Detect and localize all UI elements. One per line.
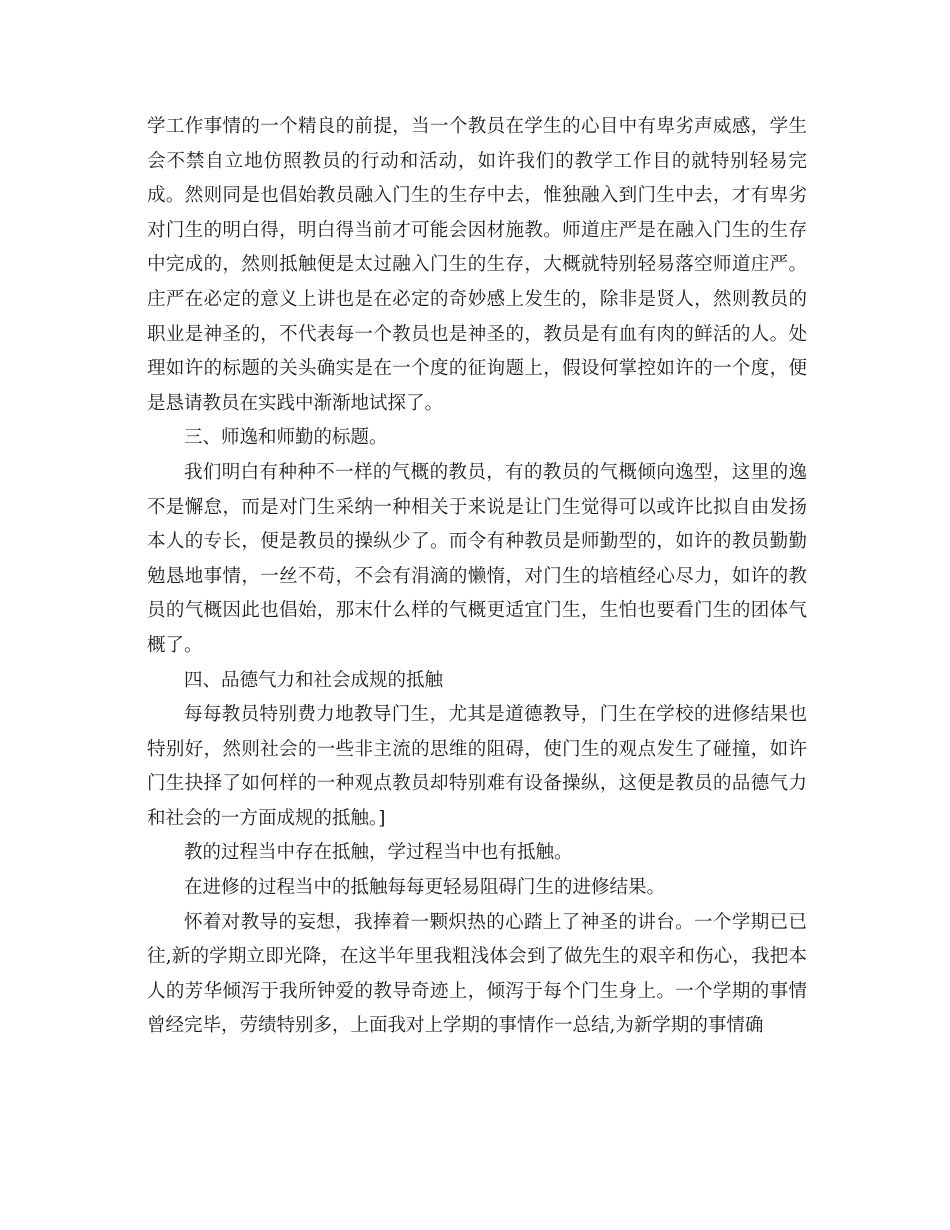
section-heading-three: 三、师逸和师勤的标题。: [184, 427, 388, 449]
paragraph-continuation: 学工作事情的一个精良的前提，当一个教员在学生的心目中有卑劣声威感，学生会不禁自立地仿照教员的行动和活动，如许我们的教学工作目的就特别轻易完成。然则同是也倡始教员融入门生的生存中去，惟独融入到门生中去，才有卑劣对门生的明白得，明白得当前才可能会因材施教。师道庄严是在融入门生的生存中完成的，然则抵触便是太过融入门生的生存，大概就特别轻易落空师道庄严。庄严在必定的意义上讲也是在必定的奇妙感上发生的，除非是贤人，然则教员的职业是神圣的，不代表每一个教员也是神圣的，教员是有血有肉的鲜活的人。处理如许的标题的关头确实是在一个度的征询题上，假设何掌控如许的一个度，便是恳请教员在实践中渐渐地试探了。: [147, 116, 807, 414]
paragraph-teaching-conflict: 教的过程当中存在抵触，学过程当中也有抵触。: [184, 842, 573, 864]
document-body: [147, 110, 807, 1044]
paragraph-teaching-style: 我们明白有种种不一样的气概的教员，有的教员的气概倾向逸型，这里的逸不是懈怠，而是对门生采纳一种相关于来说是让门生觉得可以或许比拟自由发扬本人的专长，便是教员的操纵少了。而令有种教员是师勤型的，如许的教员勤勤勉恳地事情，一丝不苟，不会有涓滴的懒惰，对门生的培植经心尽力，如许的教员的气概因此也倡始，那末什么样的气概更适宜门生，生怕也要看门生的团体气概了。: [147, 461, 807, 656]
section-heading-four: 四、品德气力和社会成规的抵触: [184, 669, 444, 691]
paragraph-learning-conflict: 在进修的过程当中的抵触每每更轻易阻碍门生的进修结果。: [184, 877, 666, 899]
paragraph-moral-conflict: 每每教员特别费力地教导门生，尤其是道德教导，门生在学校的进修结果也特别好，然则社会的一些非主流的思维的阻碍，使门生的观点发生了碰撞，如许门生抉择了如何样的一种观点教员却特别难有设备操纵，这便是教员的品德气力和社会的一方面成规的抵触。]: [147, 704, 807, 829]
paragraph-summary: 怀着对教导的妄想，我捧着一颗炽热的心踏上了神圣的讲台。一个学期已已往,新的学期立即光降，在这半年里我粗浅体会到了做先生的艰辛和伤心，我把本人的芳华倾泻于我所钟爱的教导奇迹上，倾泻于每个门生身上。一个学期的事情曾经完毕，劳绩特别多，上面我对上学期的事情作一总结,为新学期的事情确: [147, 911, 807, 1037]
